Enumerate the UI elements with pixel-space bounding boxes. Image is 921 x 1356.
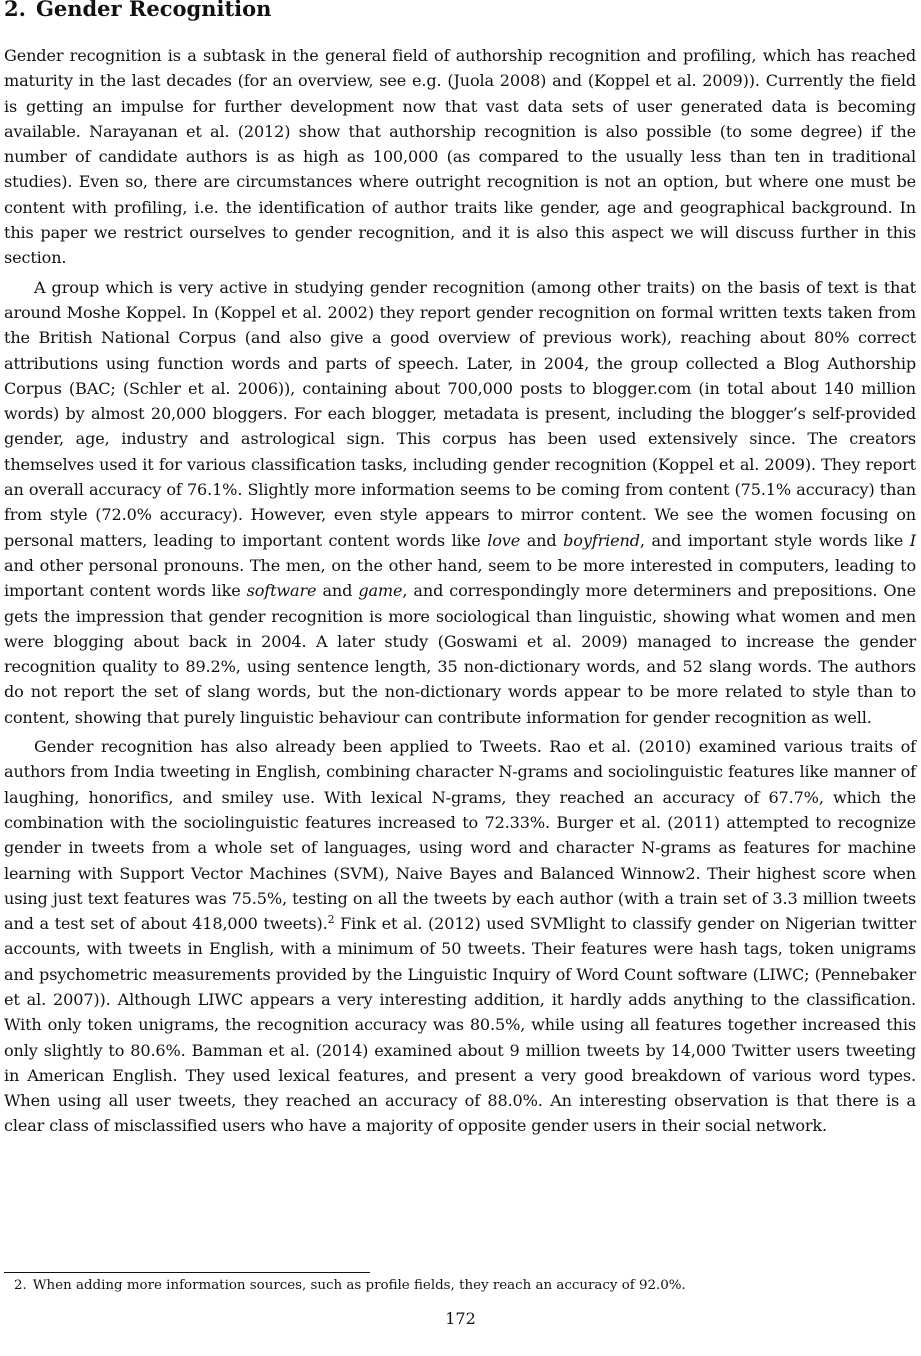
text-run: and xyxy=(316,581,359,601)
footnote-divider xyxy=(4,1272,370,1273)
text-run: , and important style words like xyxy=(639,530,910,550)
text-run: , and correspondingly more determiners and prepositions. One gets the impression that gender recognition is more sociological than linguistic, showing what women and men were blogging about back in 2004. A later study (Goswami et al. 2009) managed to increase the gender recognition quality to 89.2%, using sentence length, 35 non-dictionary words, and 52 slang words. The authors do not report the set of slang words, but the non-dictionary words appear to be more related to style than to content, showing that purely linguistic behaviour can contribute information for gender recognition as well. xyxy=(4,581,916,727)
text-run: Fink et al. (2012) used SVMlight to classify gender on Nigerian twitter accounts, with tweets in English, with a minimum of 50 tweets. Their features were hash tags, token unigrams and psychometric measurements provided by the Linguistic Inquiry of Word Count software (LIWC; (Pennebaker et al. 2007)). Although LIWC appears a very interesting addition, it hardly adds anything to the classification. With only token unigrams, the recognition accuracy was 80.5%, while using all features together increased this only slightly to 80.6%. Bamman et al. (2014) examined about 9 million tweets by 14,000 Twitter users tweeting in American English. They used lexical features, and present a very good breakdown of various word types. When using all user tweets, they reached an accuracy of 88.0%. An interesting observation is that there is a clear class of misclassified users who have a majority of opposite gender users in their social network. xyxy=(4,914,916,1136)
text-run: Gender recognition is a subtask in the general field of authorship recognition and profiling, which has reached maturity in the last decades (for an overview, see e.g. (Juola 2008) and (Koppel et al. 2009)). Currently the field is getting an impulse for further development now that vast data sets of user generated data is becoming available. Narayanan et al. (2012) show that authorship recognition is also possible (to some degree) if the number of candidate authors is as high as 100,000 (as compared to the usually less than ten in traditional studies). Even so, there are circumstances where outright recognition is not an option, but where one must be content with profiling, i.e. the identification of author traits like gender, age and geographical background. In this paper we restrict ourselves to gender recognition, and it is also this aspect we will discuss further in this section. xyxy=(4,46,916,268)
page-number: 172 xyxy=(445,1309,476,1328)
text-run: and other personal pronouns. The men, on the other hand, seem to be more interested in computers, leading to important content words like xyxy=(4,555,916,601)
text-run: and xyxy=(520,530,564,550)
footnote-marker: 2 xyxy=(327,913,335,927)
paragraph-2 xyxy=(4,275,916,730)
emphasized-text: game xyxy=(358,581,403,601)
emphasized-text: I xyxy=(909,530,916,550)
section-title: Gender Recognition xyxy=(35,0,272,21)
footnote-number: 2. xyxy=(14,1278,27,1293)
emphasized-text: love xyxy=(487,530,521,550)
body-text xyxy=(4,43,916,1143)
text-run: Gender recognition has also already been applied to Tweets. Rao et al. (2010) examined various traits of authors from India tweeting in English, combining character N-grams and sociolinguistic features like manner of laughing, honorifics, and smiley use. With lexical N-grams, they reached an accuracy of 67.7%, which the combination with the sociolinguistic features increased to 72.33%. Burger et al. (2011) attempted to recognize gender in tweets from a whole set of languages, using word and character N-grams as features for machine learning with Support Vector Machines (SVM), Naive Bayes and Balanced Winnow2. Their highest score when using just text features was 75.5%, testing on all the tweets by each author (with a train set of 3.3 million tweets and a test set of about 418,000 tweets). xyxy=(4,737,916,934)
text-run: A group which is very active in studying gender recognition (among other traits) on the basis of text is that around Moshe Koppel. In (Koppel et al. 2002) they report gender recognition on formal written texts taken from the British National Corpus (and also give a good overview of previous work), reaching about 80% correct attributions using function words and parts of speech. Later, in 2004, the group collected a Blog Authorship Corpus (BAC; (Schler et al. 2006)), containing about 700,000 posts to blogger.com (in total about 140 million words) by almost 20,000 bloggers. For each blogger, metadata is present, including the blogger’s self-provided gender, age, industry and astrological sign. This corpus has been used extensively since. The creators themselves used it for various classification tasks, including gender recognition (Koppel et al. 2009). They report an overall accuracy of 76.1%. Slightly more information seems to be coming from content (75.1% accuracy) than from style (72.0% accuracy). However, even style appears to mirror content. We see the women focusing on personal matters, leading to important content words like xyxy=(4,277,916,550)
paragraph-3 xyxy=(4,734,916,1139)
paragraph-1 xyxy=(4,43,916,271)
emphasized-text: software xyxy=(246,581,317,601)
section-heading xyxy=(4,0,271,21)
footnote-text: When adding more information sources, such as profile fields, they reach an accuracy of 92.0%. xyxy=(32,1278,686,1293)
emphasized-text: boyfriend xyxy=(563,530,640,550)
footnote xyxy=(14,1277,904,1295)
section-number: 2. xyxy=(4,0,26,21)
